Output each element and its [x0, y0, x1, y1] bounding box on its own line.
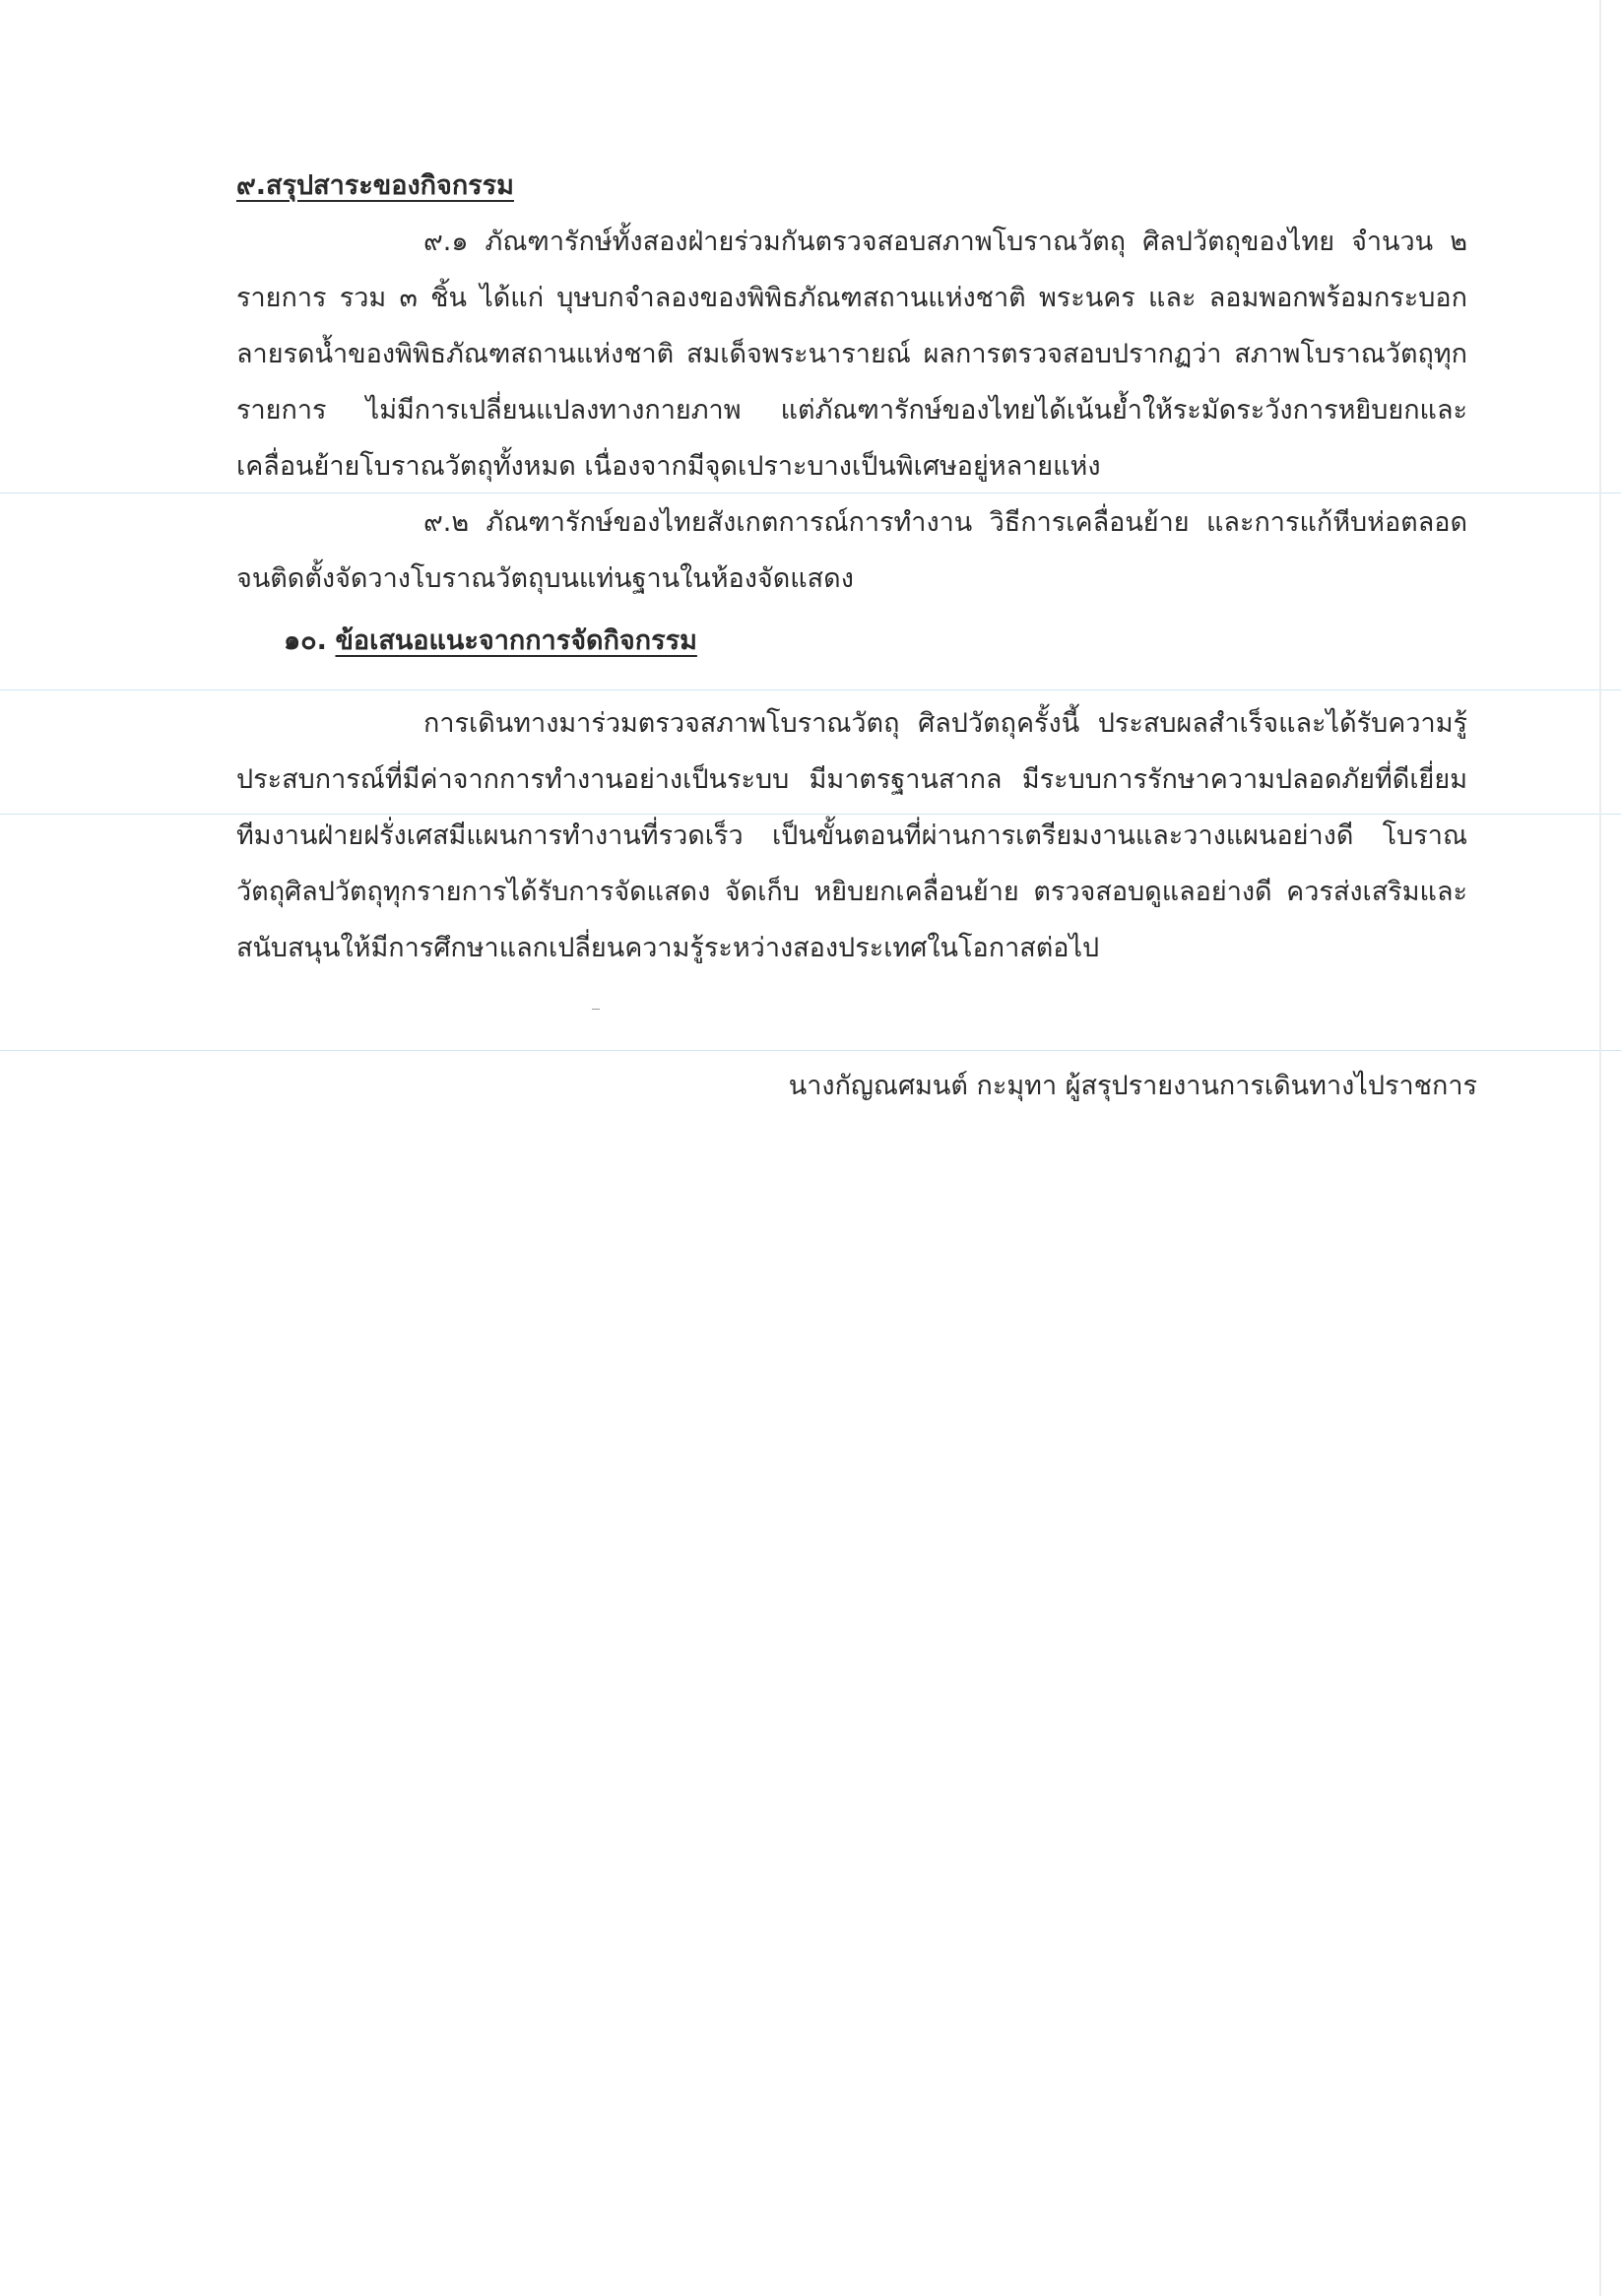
section-10-title: ข้อเสนอแนะจากการจัดกิจกรรม: [335, 625, 697, 656]
section-9-item-1: ๙.๑ ภัณฑารักษ์ทั้งสองฝ่ายร่วมกันตรวจสอบสภาพโบราณวัตถุ ศิลปวัตถุของไทย จำนวน ๒ รายการ รวม ๓ ชิ้น ได้แก่ บุษบกจำลองของพิพิธภัณฑสถานแห่งชาติ พระนคร และ ลอมพอกพร้อมกระบอกลายรดน้ำของพิพิธภัณฑสถานแห่งชาติ สมเด็จพระนารายณ์ ผลการตรวจสอบปรากฏว่า สภาพโบราณวัตถุทุกรายการ ไม่มีการเปลี่ยนแปลงทางกายภาพ แต่ภัณฑารักษ์ของไทยได้เน้นย้ำให้ระมัดระวังการหยิบยกและเคลื่อนย้ายโบราณวัตถุทั้งหมด เนื่องจากมีจุดเปราะบางเป็นพิเศษอยู่หลายแห่ง: [236, 227, 1467, 482]
document-body: [236, 158, 1467, 976]
signature-line: นางกัญณศมนต์ กะมุทา ผู้สรุปรายงานการเดินทางไปราชการ: [788, 1071, 1477, 1101]
page-edge: [1599, 0, 1601, 2296]
section-10-number: ๑๐.: [284, 625, 327, 656]
scan-dash-mark: [592, 1009, 600, 1010]
section-9-heading: ๙.สรุปสาระของกิจกรรม: [236, 170, 514, 201]
section-10-heading: [236, 613, 1467, 669]
scan-artifact-line: [0, 1050, 1621, 1051]
section-9-item-2: ๙.๒ ภัณฑารักษ์ของไทยสังเกตการณ์การทำงาน วิธีการเคลื่อนย้าย และการแก้หีบห่อตลอดจนติดตั้งจัดวางโบราณวัตถุบนแท่นฐานในห้องจัดแสดง: [236, 507, 1467, 594]
section-10-body: การเดินทางมาร่วมตรวจสภาพโบราณวัตถุ ศิลปวัตถุครั้งนี้ ประสบผลสำเร็จและได้รับความรู้ประสบการณ์ที่มีค่าจากการทำงานอย่างเป็นระบบ มีมาตรฐานสากล มีระบบการรักษาความปลอดภัยที่ดีเยี่ยม ทีมงานฝ่ายฝรั่งเศสมีแผนการทำงานที่รวดเร็ว เป็นขั้นตอนที่ผ่านการเตรียมงานและวางแผนอย่างดี โบราณวัตถุศิลปวัตถุทุกรายการได้รับการจัดแสดง จัดเก็บ หยิบยกเคลื่อนย้าย ตรวจสอบดูแลอย่างดี ควรส่งเสริมและสนับสนุนให้มีการศึกษาแลกเปลี่ยนความรู้ระหว่างสองประเทศในโอกาสต่อไป: [236, 708, 1467, 963]
